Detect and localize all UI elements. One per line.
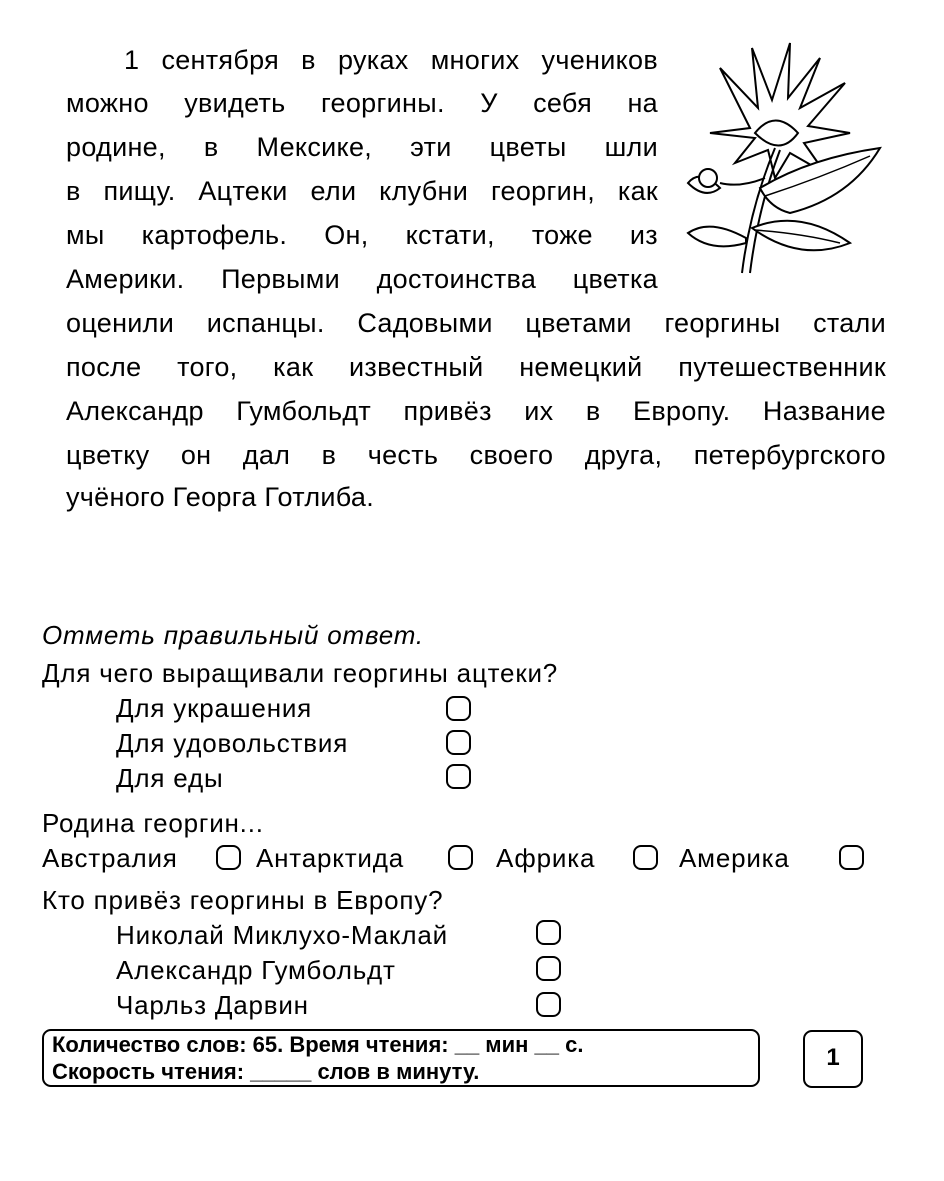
task-instruction: Отметь правильный ответ. (42, 620, 424, 650)
passage-line: 1 сентября в руках многих учеников (124, 45, 658, 75)
question-2: Родина георгин... (42, 808, 264, 838)
q2-option-4-checkbox[interactable] (839, 845, 864, 870)
q2-option-label: Антарктида (256, 843, 404, 873)
passage-line: оценили испанцы. Садовыми цветами георгины стали (66, 308, 886, 338)
q1-option-label: Для еды (116, 763, 224, 793)
passage-line: после того, как известный немецкий путешественник (66, 352, 886, 382)
q3-option-1-checkbox[interactable] (536, 920, 561, 945)
q3-option-3-checkbox[interactable] (536, 992, 561, 1017)
q3-option-label: Чарльз Дарвин (116, 990, 309, 1020)
reading-speed-line: Скорость чтения: _____ слов в минуту. (52, 1059, 480, 1084)
q3-option-label: Александр Гумбольдт (116, 955, 396, 985)
q1-option-1-checkbox[interactable] (446, 696, 471, 721)
passage-line: цветку он дал в честь своего друга, петербургского (66, 440, 886, 470)
q3-option-label: Николай Миклухо-Маклай (116, 920, 448, 950)
q2-option-label: Африка (496, 843, 596, 873)
question-1: Для чего выращивали георгины ацтеки? (42, 658, 559, 688)
q2-option-1-checkbox[interactable] (216, 845, 241, 870)
q3-option-2-checkbox[interactable] (536, 956, 561, 981)
passage-line: учёного Георга Готлиба. (66, 482, 375, 512)
passage-line: Александр Гумбольдт привёз их в Европу. Название (66, 396, 886, 426)
passage-line: в пищу. Ацтеки ели клубни георгин, как (66, 176, 658, 206)
dahlia-flower-icon (680, 38, 890, 278)
word-count-line: Количество слов: 65. Время чтения: __ мин __ с. (52, 1032, 584, 1057)
passage-line: можно увидеть георгины. У себя на (66, 88, 658, 118)
q2-option-label: Австралия (42, 843, 178, 873)
q2-option-2-checkbox[interactable] (448, 845, 473, 870)
passage-line: родине, в Мексике, эти цветы шли (66, 132, 658, 162)
q1-option-3-checkbox[interactable] (446, 764, 471, 789)
question-3: Кто привёз георгины в Европу? (42, 885, 444, 915)
passage-line: Америки. Первыми достоинства цветка (66, 264, 658, 294)
reading-stats-box (42, 1029, 760, 1087)
passage-line: мы картофель. Он, кстати, тоже из (66, 220, 658, 250)
q1-option-label: Для украшения (116, 693, 313, 723)
page-number: 1 (803, 1030, 863, 1088)
q2-option-3-checkbox[interactable] (633, 845, 658, 870)
q2-option-label: Америка (679, 843, 790, 873)
q1-option-2-checkbox[interactable] (446, 730, 471, 755)
q1-option-label: Для удовольствия (116, 728, 349, 758)
